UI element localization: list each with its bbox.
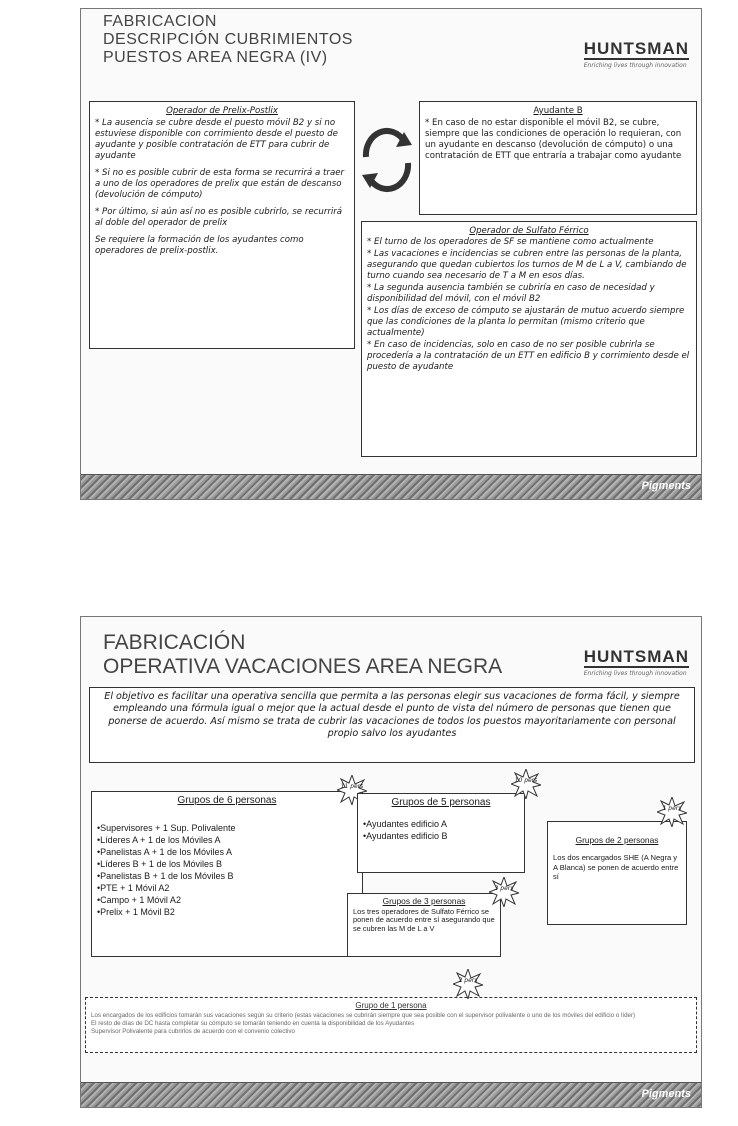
grupo-5-list: [363, 819, 519, 842]
grupo-2-box: Grupos de 2 personas Los dos encargados SHE (A Negra y A Blanca) se ponen de acuerdo entre sí: [547, 821, 687, 925]
slide-vacaciones: [80, 616, 702, 1108]
list-item: • Líderes B + 1 de los Móviles B: [97, 859, 357, 870]
list-item: • Líderes A + 1 de los Móviles A: [97, 835, 357, 846]
prelix-box: Operador de Prelix-Postlix * La ausencia se cubre desde el puesto móvil B2 y si no estuviese disponible con corrimiento desde el puesto de ayudante y posible contratación de ETT para cubrir de ayudante * Si no es posible cubrir de esta forma se recurrirá a traer a uno de los operadores de prelix que están de descanso (devolución de cómputo) * Por último, si aún así no es posible cubrirlo, se recurrirá al doble del operador de prelix Se requiere la formación de los ayudantes como operadores de prelix-postlix.: [89, 101, 355, 349]
slide2-footer: Pigments: [81, 1082, 701, 1107]
huntsman-logo: HUNTSMAN Enriching lives through innovation: [583, 39, 689, 69]
list-item: • Panelistas B + 1 de los Móviles B: [97, 871, 357, 882]
list-item: • Campo + 1 Móvil A2: [97, 895, 357, 906]
badge-burst-icon: 1 pers: [657, 797, 687, 827]
badge-burst-icon: 2 pers: [453, 969, 483, 999]
slide2-title: FABRICACIÓN OPERATIVA VACACIONES AREA NEGRA: [103, 631, 503, 678]
grupo-6-list: [97, 823, 357, 918]
slide1-footer: Pigments: [81, 474, 701, 499]
grupo-1-box: Grupo de 1 persona Los encargados de los edificios tomarán sus vacaciones según su criterio (estas vacaciones se cubrirán siempre que sea posible con el supervisor polivalente o uno de los móviles del edificio o líder) El resto de días de DC hasta completar su cómputo se tomarán teniendo en cuenta la disponibilidad de los Ayudantes Supervisor Polivalente para cubrirlos de acuerdo con el convenio colectivo: [85, 997, 697, 1053]
list-item: • Supervisores + 1 Sup. Polivalente: [97, 823, 357, 834]
cycle-arrows-icon: [358, 127, 416, 197]
list-item: • Ayudantes edificio A: [363, 819, 519, 830]
sulfato-box: Operador de Sulfato Férrico * El turno de los operadores de SF se mantiene como actualmente * Las vacaciones e incidencias se cubren entre las personas de la planta, asegurando que quedan cubiertos los turnos de M de L a V, cambiando de turno cuando sea necesario de T a M en esos días. * La segunda ausencia también se cubriría en caso de necesidad y disponibilidad del móvil, con el móvil B2 * Los días de exceso de cómputo se ajustarán de mutuo acuerdo siempre que las condiciones de la planta lo permitan (mismo criterio que actualmente) * En caso de incidencias, solo en caso de no ser posible cubrirla se procedería a la contratación de un ETT en edificio B y corrimiento desde el puesto de ayudante: [361, 221, 697, 457]
badge-burst-icon: 10 pers: [511, 769, 541, 799]
badge-burst-icon: 3 pers: [489, 877, 519, 907]
badge-burst-icon: 11 pers: [337, 775, 367, 805]
slide-cubrimientos: [80, 8, 702, 500]
grupo-6-box: Grupos de 6 personas • Supervisores + 1 Sup. Polivalente • Líderes A + 1 de los Móviles A • Panelistas A + 1 de los Móviles A • Líderes B + 1 de los Móviles B • Panelistas B + 1 de los Móviles B • PTE + 1 Móvil A2 • Campo + 1 Móvil A2 • Prelix + 1 Móvil B2: [91, 791, 363, 957]
list-item: • PTE + 1 Móvil A2: [97, 883, 357, 894]
grupo-3-box: Grupos de 3 personas Los tres operadores de Sulfato Férrico se ponen de acuerdo entre sí asegurando que se cubren las M de L a V: [347, 893, 501, 957]
slide1-title: FABRICACION DESCRIPCIÓN CUBRIMIENTOS PUESTOS AREA NEGRA (IV): [103, 13, 353, 66]
objetivo-text: El objetivo es facilitar una operativa sencilla que permita a las personas elegir sus vacaciones de forma fácil, y siempre empleando una fórmula igual o mejor que la actual desde el punto de vista del número de personas que tienen que ponerse de acuerdo. Así mismo se trata de cubrir las vacaciones de todos los puestos mayoritariamente con personal propio salvo los ayudantes: [89, 687, 695, 763]
grupo-5-box: Grupos de 5 personas • Ayudantes edificio A • Ayudantes edificio B: [357, 793, 525, 873]
huntsman-logo: HUNTSMAN Enriching lives through innovation: [583, 647, 689, 677]
list-item: • Panelistas A + 1 de los Móviles A: [97, 847, 357, 858]
list-item: • Ayudantes edificio B: [363, 831, 519, 842]
ayudante-box: Ayudante B * En caso de no estar disponible el móvil B2, se cubre, siempre que las condiciones de operación lo requieran, con un ayudante en descanso (devolución de cómputo) o una contratación de ETT que entraría a trabajar como ayudante: [419, 101, 697, 215]
list-item: • Prelix + 1 Móvil B2: [97, 907, 357, 918]
